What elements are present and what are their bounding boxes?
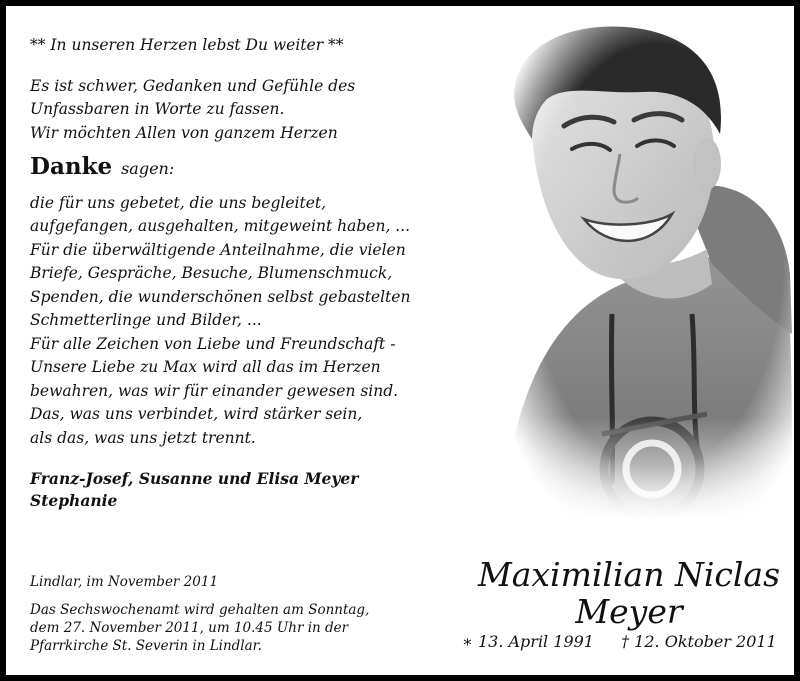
deceased-name (458, 556, 800, 630)
danke-rest: sagen: (121, 159, 175, 178)
portrait-illustration (492, 14, 792, 519)
thanks-line: Für die überwältigende Anteilnahme, die vielen (30, 240, 406, 259)
thanks-line: Für alle Zeichen von Liebe und Freundschaft - (30, 334, 396, 353)
thanks-line: aufgefangen, ausgehalten, mitgeweint haben, ... (30, 217, 411, 235)
death-date: † 12. Oktober 2011 (621, 632, 777, 651)
service-line: Pfarrkirche St. Severin in Lindlar. (30, 638, 262, 654)
signature-line: Stephanie (30, 491, 118, 510)
life-dates (462, 632, 798, 651)
thanks-line: die für uns gebetet, die uns begleitet, (30, 193, 327, 212)
service-line: dem 27. November 2011, um 10.45 Uhr in der (30, 620, 349, 636)
intro-text (30, 75, 470, 146)
thanks-line: Spenden, die wunderschönen selbst gebastelten (30, 287, 411, 306)
thanks-line: Unsere Liebe zu Max wird all das im Herzen (30, 358, 381, 376)
text-column (30, 34, 470, 512)
thanks-line: Schmetterlinge und Bilder, ... (30, 311, 262, 329)
motto: ** In unseren Herzen lebst Du weiter ** (30, 36, 344, 54)
intro-line: Unfassbaren in Worte zu fassen. (30, 100, 285, 118)
name-first: Maximilian Niclas (477, 555, 781, 594)
danke-heading (30, 155, 470, 182)
service-line: Das Sechswochenamt wird gehalten am Sonntag, (30, 602, 370, 618)
intro-line: Wir möchten Allen von ganzem Herzen (30, 123, 338, 142)
portrait-photo (492, 14, 792, 519)
name-last: Meyer (575, 592, 683, 631)
thanks-line: Briefe, Gespräche, Besuche, Blumenschmuck, (30, 264, 393, 282)
signatures (30, 468, 470, 512)
thanks-text (30, 192, 470, 451)
danke-word: Danke (30, 153, 113, 180)
thanks-line: Das, was uns verbindet, wird stärker sein, (30, 405, 363, 423)
place-date: Lindlar, im November 2011 (30, 574, 219, 590)
service-info (30, 573, 460, 655)
signature-line: Franz-Josef, Susanne und Elisa Meyer (30, 469, 359, 488)
birth-date: ∗ 13. April 1991 (462, 632, 594, 651)
thanks-line: als das, was uns jetzt trennt. (30, 428, 256, 447)
thanks-line: bewahren, was wir für einander gewesen sind. (30, 381, 399, 400)
intro-line: Es ist schwer, Gedanken und Gefühle des (30, 76, 356, 95)
